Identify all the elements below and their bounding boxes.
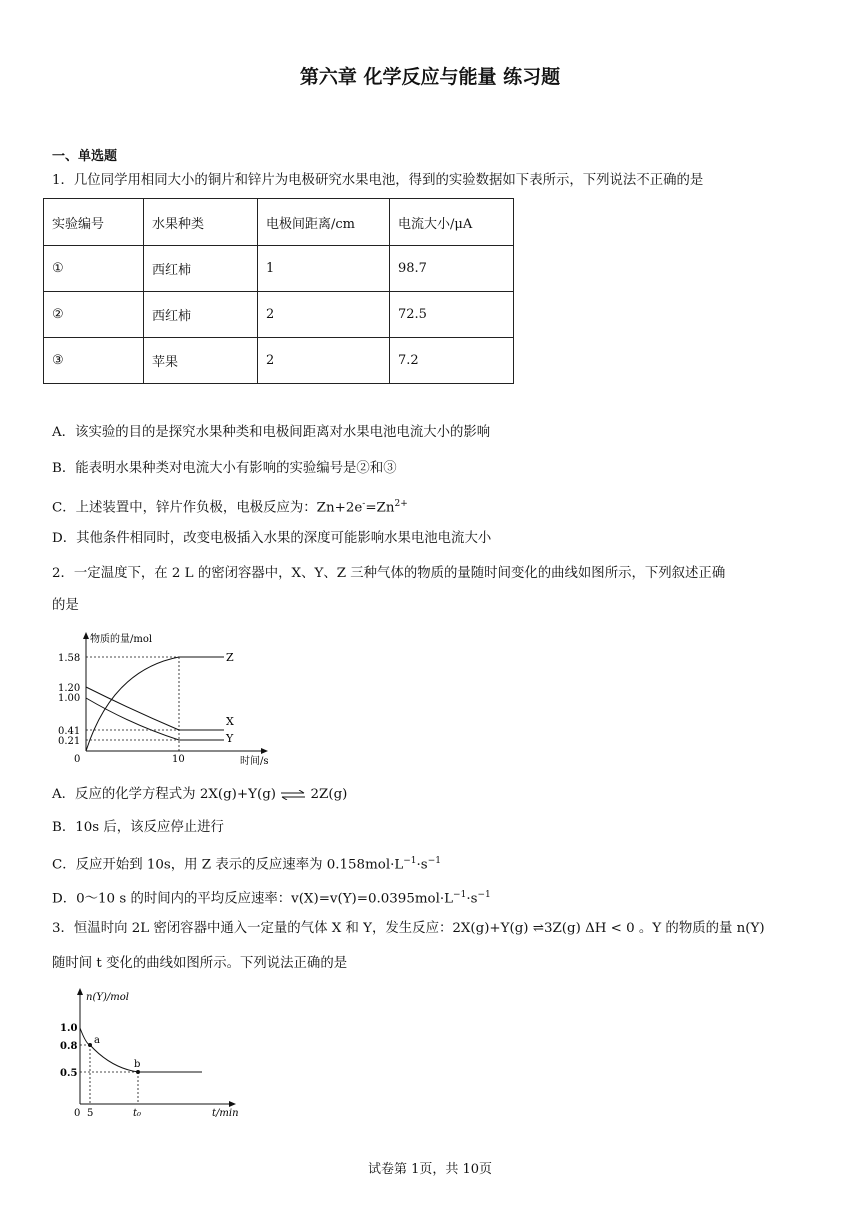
equilibrium-arrow-icon (280, 790, 306, 800)
series-label-y: Y (226, 732, 234, 745)
q2-option-a-text: 2Z(g) (310, 787, 348, 802)
y-tick-label: 1.58 (58, 653, 81, 664)
table-header-cell: 水果种类 (144, 199, 258, 246)
point-label-a: a (94, 1035, 100, 1046)
x-tick-label: 10 (172, 754, 185, 765)
y-tick-label: 1.0 (60, 1023, 78, 1034)
q2-chart (52, 630, 282, 772)
table-cell: 2 (258, 338, 390, 384)
q2-option-a[interactable] (52, 786, 347, 804)
table-cell: 7.2 (390, 338, 514, 384)
curve-z (86, 657, 224, 751)
table-row (44, 246, 514, 292)
q1-option-b[interactable]: B．能表明水果种类对电流大小有影响的实验编号是②和③ (52, 461, 397, 476)
table-cell: ② (44, 292, 144, 338)
y-tick-label: 0.41 (58, 726, 81, 737)
y-axis-label: 物质的量/mol (90, 634, 153, 645)
q3-stem-line1: 3．恒温时向 2L 密闭容器中通入一定量的气体 X 和 Y，发生反应：2X(g)+Y(g) ⇌3Z(g) ΔH < 0 。Y 的物质的量 n(Y) (52, 921, 765, 936)
q1-option-c[interactable] (52, 495, 408, 517)
point-a (88, 1043, 92, 1047)
y-tick-label: 0.8 (60, 1041, 78, 1052)
q2-option-c-text: ·s (416, 857, 428, 873)
series-label-x: X (226, 715, 234, 728)
q2-option-d-text: ·s (466, 891, 478, 907)
q1-option-c-text: =Zn (365, 500, 395, 516)
table-cell: 1 (258, 246, 390, 292)
superscript: −1 (427, 856, 441, 866)
table-cell: 西红柿 (144, 246, 258, 292)
superscript: - (362, 499, 366, 509)
table-header-cell: 实验编号 (44, 199, 144, 246)
table-row (44, 338, 514, 384)
series-label-z: Z (226, 651, 234, 664)
q2-option-c[interactable] (52, 852, 441, 874)
curve-x (86, 687, 224, 730)
q1-option-d[interactable]: D．其他条件相同时，改变电极插入水果的深度可能影响水果电池电流大小 (52, 531, 492, 546)
q2-option-b[interactable]: B．10s 后，该反应停止进行 (52, 820, 224, 835)
page-footer: 试卷第 1页，共 10页 (367, 1162, 493, 1177)
x-tick-label: 0 (74, 1108, 81, 1118)
superscript: 2+ (394, 499, 408, 509)
q1-data-table (43, 198, 514, 384)
table-cell: 西红柿 (144, 292, 258, 338)
x-tick-label: t₀ (133, 1108, 142, 1118)
y-tick-label: 0.21 (58, 736, 81, 747)
point-label-b: b (134, 1059, 141, 1070)
origin-label: 0 (74, 754, 81, 765)
table-row (44, 292, 514, 338)
q1-option-a[interactable]: A．该实验的目的是探究水果种类和电极间距离对水果电池电流大小的影响 (52, 425, 491, 440)
superscript: −1 (453, 890, 467, 900)
table-header-row (44, 199, 514, 246)
page-title: 第六章 化学反应与能量 练习题 (299, 66, 561, 88)
q2-option-c-text: C．反应开始到 10s，用 Z 表示的反应速率为 0.158mol·L (52, 857, 404, 873)
table-cell: 2 (258, 292, 390, 338)
q2-option-d[interactable] (52, 886, 491, 908)
q2-option-a-text: A．反应的化学方程式为 2X(g)+Y(g) (52, 787, 276, 802)
table-cell: ① (44, 246, 144, 292)
q2-stem-line2: 的是 (52, 598, 79, 613)
section-heading: 一、单选题 (52, 149, 118, 164)
q3-stem-line2: 随时间 t 变化的曲线如图所示。下列说法正确的是 (52, 956, 348, 971)
q1-option-c-text: C．上述装置中，锌片作负极，电极反应为：Zn+2e (52, 500, 363, 516)
q1-stem: 1．几位同学用相同大小的铜片和锌片为电极研究水果电池，得到的实验数据如下表所示，下列说法不正确的是 (52, 173, 704, 188)
table-cell: 72.5 (390, 292, 514, 338)
superscript: −1 (403, 856, 417, 866)
x-axis-label: t/min (212, 1108, 239, 1118)
x-axis-label: 时间/s (240, 756, 269, 767)
table-cell: ③ (44, 338, 144, 384)
q2-option-d-text: D．0～10 s 的时间内的平均反应速率：v(X)=v(Y)=0.0395mol·L (52, 891, 454, 907)
q2-stem-line1: 2．一定温度下，在 2 L 的密闭容器中，X、Y、Z 三种气体的物质的量随时间变化的曲线如图所示，下列叙述正确 (52, 566, 726, 581)
table-header-cell: 电极间距离/cm (258, 199, 390, 246)
table-cell: 苹果 (144, 338, 258, 384)
point-b (136, 1070, 140, 1074)
superscript: −1 (477, 890, 491, 900)
y-tick-label: 1.20 (58, 683, 81, 694)
y-tick-label: 1.00 (58, 693, 81, 704)
table-cell: 98.7 (390, 246, 514, 292)
y-axis-label: n(Y)/mol (86, 992, 129, 1003)
table-header-cell: 电流大小/μA (390, 199, 514, 246)
y-tick-label: 0.5 (60, 1068, 78, 1079)
q3-chart (56, 986, 246, 1118)
x-tick-label: 5 (87, 1108, 94, 1118)
curve-y (86, 698, 224, 740)
